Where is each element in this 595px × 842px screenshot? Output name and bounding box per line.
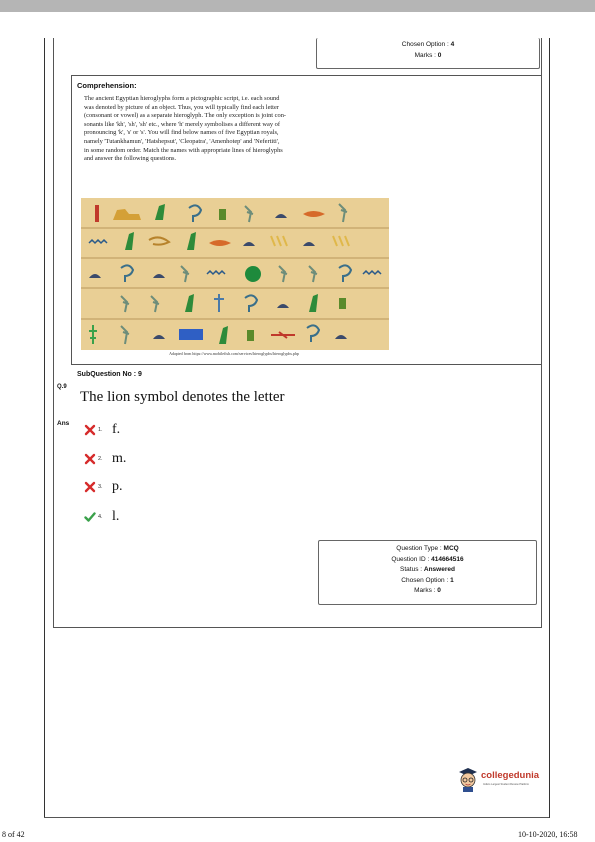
hieroglyph-row-3 xyxy=(89,265,381,282)
question-info xyxy=(318,540,537,605)
bread-glyph xyxy=(153,274,165,278)
marks-row: Marks : 0 xyxy=(414,587,441,594)
pool-glyph xyxy=(339,298,346,309)
rope-glyph xyxy=(333,236,349,246)
snake-glyph xyxy=(149,237,169,244)
bird-glyph xyxy=(121,296,129,312)
rope-glyph xyxy=(271,236,287,246)
comprehension-title: Comprehension: xyxy=(77,81,137,90)
chair-glyph xyxy=(179,329,203,340)
chosen-option-row: Chosen Option : 1 xyxy=(401,576,454,584)
hieroglyph-row-1 xyxy=(95,204,347,222)
hieroglyph-row-4 xyxy=(121,294,346,312)
cross-icon xyxy=(84,424,96,436)
viper-glyph xyxy=(339,265,351,282)
collegedunia-logo xyxy=(457,766,557,796)
option-text: f. xyxy=(112,422,121,437)
vulture-glyph xyxy=(309,266,317,282)
mouth-glyph xyxy=(303,211,325,217)
chosen-option-row: Chosen Option : 4 xyxy=(401,41,455,48)
bread-glyph xyxy=(277,304,289,308)
reed-glyph xyxy=(187,232,196,250)
viper-glyph xyxy=(121,265,133,282)
bolt-glyph xyxy=(271,332,295,338)
hieroglyph-rows xyxy=(81,198,389,350)
reed-glyph xyxy=(219,326,228,344)
page-counter: 8 of 42 xyxy=(2,830,25,839)
question-type-row: Question Type : MCQ xyxy=(396,545,459,552)
ankh-glyph xyxy=(214,294,224,312)
hieroglyph-row-5 xyxy=(89,325,347,344)
bread-glyph xyxy=(303,242,315,246)
mouth-glyph xyxy=(209,240,231,246)
cross-icon xyxy=(84,481,96,493)
answer-label: Ans xyxy=(57,420,70,427)
water-glyph xyxy=(207,271,225,274)
chosen-option-value: 4 xyxy=(450,41,455,48)
subquestion-label: SubQuestion No : 9 xyxy=(77,371,142,378)
bird-glyph xyxy=(181,266,189,282)
water-glyph xyxy=(363,271,381,274)
bread-glyph xyxy=(335,335,347,339)
image-caption: Adapted from https://www.mobilefish.com/services/hieroglyphs/hieroglyphs.php xyxy=(169,351,299,356)
bird-glyph xyxy=(121,326,129,344)
print-timestamp: 10-10-2020, 16:58 xyxy=(518,830,578,839)
reed-glyph xyxy=(185,294,194,312)
option-text: m. xyxy=(112,451,127,466)
pool-glyph xyxy=(247,330,254,341)
bread-glyph xyxy=(275,214,287,218)
mascot-icon xyxy=(457,766,479,792)
bread-glyph xyxy=(243,242,255,246)
reed-glyph xyxy=(155,204,165,220)
question-number: Q.9 xyxy=(57,384,67,390)
top-bar xyxy=(0,0,595,12)
viper-glyph xyxy=(189,205,201,222)
option-text: p. xyxy=(112,479,123,494)
question-text: The lion symbol denotes the letter xyxy=(80,389,285,405)
lion-glyph xyxy=(113,209,141,220)
previous-question-info xyxy=(316,38,540,69)
sieve-glyph xyxy=(245,266,261,282)
comprehension-text: The ancient Egyptian hieroglyphs form a pictographic script, i.e. each sound was denoted by picture of an object. Thus, you will typically find each letter (consonant or vowel) as a separate hieroglyph. The only exception is joint con- sonants like 'kh', 'sh', 'sh' etc., where 'h' merely symbolises a different way of pronouncing 'k', 's' or 's'. You will find below names of five Egyptian royals, namely 'Tutankhamun', 'Hatshepsut', 'Cleopatra', 'Amenhotep' and 'Nefertiti', in some random order. Match the names with appropriate lines of hieroglyphs and answer the following questions. xyxy=(84,95,287,163)
marks-row: Marks : 0 xyxy=(414,51,442,59)
water-glyph xyxy=(89,240,107,243)
status-row: Status : Answered xyxy=(400,566,455,573)
reed-mat-glyph xyxy=(95,205,99,222)
page-frame-bottom xyxy=(44,817,549,818)
hieroglyph-image xyxy=(81,198,389,350)
bread-glyph xyxy=(89,274,101,278)
bird-glyph xyxy=(279,266,287,282)
logo-tagline: India's Largest Student Review Platform xyxy=(483,783,530,786)
cross-icon xyxy=(84,453,96,465)
logo-name: collegedunia xyxy=(481,770,540,781)
hieroglyph-row-2 xyxy=(89,232,349,250)
ankh-glyph xyxy=(89,325,97,344)
checkmark-icon xyxy=(84,511,96,523)
vulture-glyph xyxy=(339,204,347,222)
option-text: l. xyxy=(112,509,120,524)
viper-glyph xyxy=(245,295,257,312)
bird-glyph xyxy=(151,296,159,312)
viper-glyph xyxy=(307,325,319,342)
bread-glyph xyxy=(153,335,165,339)
reed-glyph xyxy=(309,294,318,312)
reed-glyph xyxy=(125,232,134,250)
question-id-row: Question ID : 414664516 xyxy=(391,555,464,563)
bird-glyph xyxy=(245,206,253,222)
marks-value: 0 xyxy=(437,51,442,59)
pool-glyph xyxy=(219,209,226,220)
